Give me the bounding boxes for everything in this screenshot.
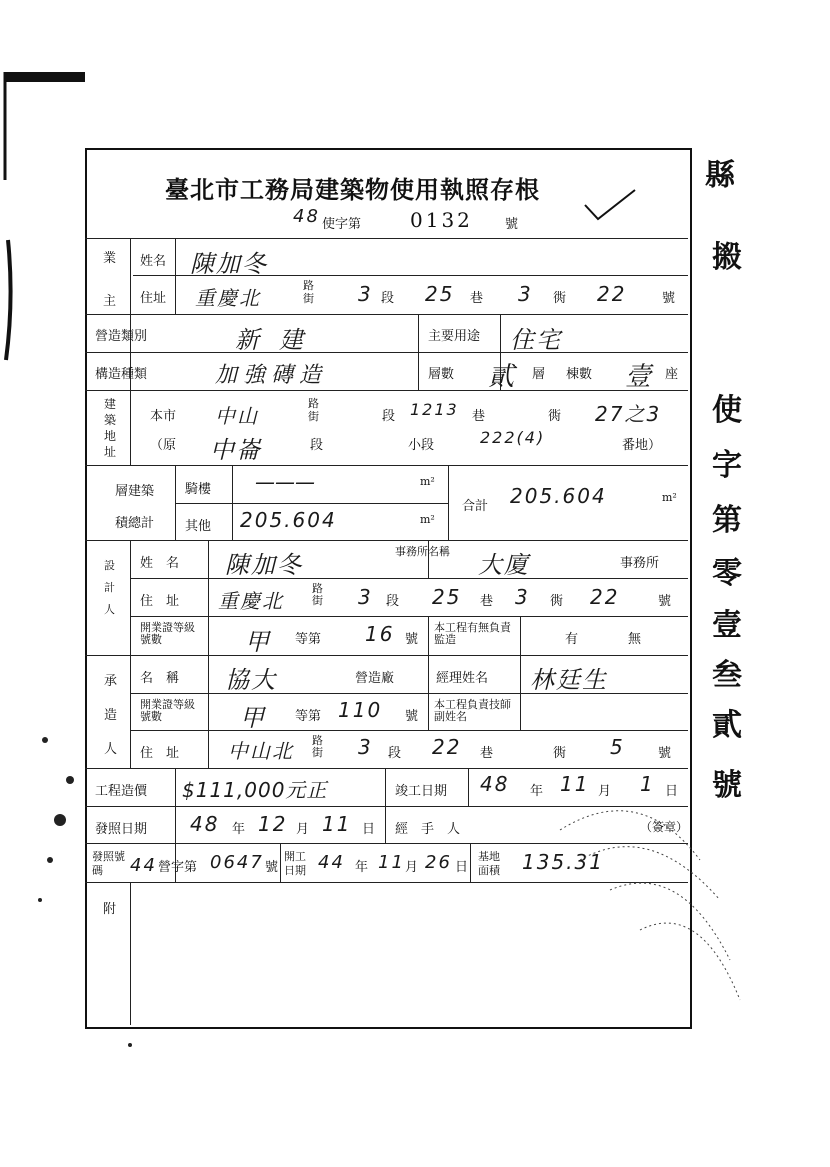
- permit-suffix: 號: [265, 860, 279, 875]
- contractor-address-label: 住 址: [140, 746, 180, 761]
- start-day: 26: [425, 852, 452, 873]
- completion-day-label: 日: [665, 784, 679, 799]
- number-prefix: 48: [293, 206, 320, 227]
- owner-address-label: 住址: [140, 291, 167, 306]
- site-lot-value: 222(4): [480, 428, 546, 447]
- issue-month: 12: [258, 812, 288, 836]
- architect-supervise-yes: 有: [565, 632, 579, 647]
- completion-day: 1: [640, 772, 655, 796]
- margin-char: 縣: [705, 158, 735, 193]
- other-area-unit: m²: [420, 513, 435, 526]
- contractor-name-value: 協大: [225, 666, 277, 694]
- owner-alley-value: 3: [518, 282, 533, 306]
- architect-office-label: 事務所名稱: [395, 545, 450, 558]
- margin-char: 貳: [712, 708, 742, 743]
- start-year: 44: [318, 852, 345, 873]
- permit-prefix: 營字第: [158, 860, 198, 875]
- contractor-manager-value: 林廷生: [530, 666, 608, 694]
- contractor-manager-label: 經理姓名: [436, 671, 489, 686]
- site-road-label: 路: [308, 397, 319, 410]
- contractor-road-label: 路街: [312, 734, 323, 759]
- completion-label: 竣工日期: [395, 784, 448, 799]
- architect-address-value: 重慶北: [218, 589, 284, 613]
- contractor-lane-value: 22: [432, 735, 462, 759]
- other-area-label: 其他: [185, 519, 212, 534]
- site-alley-label: 衖: [548, 409, 562, 424]
- site-subsection-label: 小段: [408, 438, 435, 453]
- cost-label: 工程造價: [95, 784, 148, 799]
- floors-value: 貳: [488, 362, 517, 392]
- contractor-address-value: 中山北: [228, 739, 294, 763]
- completion-year: 48: [480, 772, 510, 796]
- architect-lane-value: 25: [432, 585, 462, 609]
- buildings-unit: 座: [665, 367, 679, 382]
- contractor-license-grade-label: 等第: [295, 709, 322, 724]
- owner-section-label: 主: [103, 294, 117, 309]
- issue-day: 11: [322, 812, 352, 836]
- owner-road-label: 路: [303, 279, 314, 292]
- base-area-label: 基地面積: [478, 850, 500, 877]
- owner-section-value: 3: [358, 282, 373, 306]
- start-month: 11: [378, 852, 405, 873]
- permit-year: 44: [130, 855, 157, 876]
- site-lane-value: 1213: [410, 400, 459, 419]
- contractor-license-grade: 甲: [240, 704, 266, 732]
- owner-lane-value: 25: [425, 282, 455, 306]
- contractor-section-value: 3: [358, 735, 373, 759]
- other-area-value: 205.604: [240, 508, 337, 532]
- architect-license-grade: 甲: [245, 628, 271, 656]
- site-label: 建築地址: [104, 397, 117, 459]
- architect-alley-value: 3: [515, 585, 530, 609]
- margin-char: 字: [712, 448, 742, 483]
- total-area-label: 合計: [462, 499, 489, 514]
- base-area-value: 135.31: [522, 850, 604, 874]
- contractor-alley-label: 衖: [553, 746, 567, 761]
- architect-number-value: 22: [590, 585, 620, 609]
- contractor-duan-label: 段: [388, 746, 402, 761]
- owner-name-value: 陳加冬: [190, 250, 268, 278]
- sign-label: （簽章）: [640, 820, 689, 834]
- owner-number-value: 22: [597, 282, 627, 306]
- number-suffix: 號: [505, 217, 519, 232]
- structure-value: 加強磚造: [215, 363, 328, 388]
- architect-license-grade-label: 等第: [295, 632, 322, 647]
- margin-char: 號: [712, 768, 742, 803]
- margin-char: 叁: [712, 658, 742, 693]
- owner-section-label: 業: [103, 251, 117, 266]
- site-duan-label: 段: [382, 409, 396, 424]
- contractor-engineer-label: 本工程負責技師副姓名: [434, 698, 511, 723]
- architect-supervise-label: 本工程有無負責監造: [434, 621, 511, 646]
- owner-address-city: 重慶北: [195, 286, 261, 310]
- owner-street-label: 街: [303, 292, 314, 305]
- owner-lane-label: 巷: [470, 291, 484, 306]
- total-area-unit: m²: [662, 491, 677, 504]
- remarks-label: 附: [103, 902, 117, 917]
- use-label: 主要用途: [428, 329, 481, 344]
- architect-license-label: 開業證等級號數: [140, 621, 195, 646]
- type-value: 新建: [235, 326, 323, 354]
- issue-month-label: 月: [296, 822, 310, 837]
- number-label: 使字第: [322, 217, 362, 232]
- permit-number-label: 發照號碼: [92, 850, 125, 877]
- issue-year: 48: [190, 812, 220, 836]
- owner-duan-label: 段: [381, 291, 395, 306]
- issue-day-label: 日: [362, 822, 376, 837]
- start-day-label: 日: [455, 860, 469, 875]
- site-road-value: 中山: [215, 404, 259, 428]
- margin-char: 第: [712, 503, 742, 538]
- buildings-label: 棟數: [566, 367, 593, 382]
- start-month-label: 月: [405, 860, 419, 875]
- floors-unit: 層: [532, 367, 546, 382]
- start-date-label: 開工日期: [284, 850, 306, 877]
- margin-char: 摋: [712, 240, 742, 275]
- contractor-license-no: 110: [338, 698, 383, 722]
- architect-section-value: 3: [358, 585, 373, 609]
- architect-section-label: 設計人: [104, 559, 115, 616]
- completion-year-label: 年: [530, 784, 544, 799]
- architect-lane-label: 巷: [480, 594, 494, 609]
- buildings-value: 壹: [625, 362, 654, 392]
- architect-number-label: 號: [658, 594, 672, 609]
- margin-char: 壹: [712, 608, 742, 643]
- architect-alley-label: 衖: [550, 594, 564, 609]
- architect-office-value: 大廈: [478, 551, 530, 579]
- arcade-value: ———: [255, 470, 315, 494]
- contractor-name-label: 名 稱: [140, 671, 180, 686]
- arcade-label: 騎樓: [185, 482, 212, 497]
- site-orig-district: 中崙: [210, 436, 262, 464]
- floors-label: 層數: [428, 367, 455, 382]
- document-title: 臺北市工務局建築物使用執照存根: [165, 175, 540, 204]
- completion-month: 11: [560, 772, 590, 796]
- start-year-label: 年: [355, 860, 369, 875]
- architect-name-value: 陳加冬: [225, 551, 303, 579]
- architect-road-label: 路街: [312, 582, 323, 607]
- total-area-value: 205.604: [510, 484, 607, 508]
- site-lane-label: 巷: [472, 409, 486, 424]
- area-label-2: 積總計: [115, 516, 155, 531]
- structure-label: 構造種類: [95, 367, 148, 382]
- permit-number: 0647: [210, 852, 264, 873]
- contractor-number-value: 5: [610, 735, 625, 759]
- contractor-lane-label: 巷: [480, 746, 494, 761]
- use-value: 住宅: [510, 326, 562, 354]
- architect-office-suffix: 事務所: [620, 556, 660, 571]
- contractor-license-no-label: 號: [405, 709, 419, 724]
- site-street-label: 街: [308, 410, 319, 423]
- number-value: 0132: [410, 208, 473, 232]
- contractor-section-label: 承造人: [104, 674, 118, 757]
- architect-duan-label: 段: [386, 594, 400, 609]
- site-city-label: 本市: [150, 409, 177, 424]
- site-lot-label: 番地）: [622, 438, 662, 453]
- owner-number-label: 號: [662, 291, 676, 306]
- completion-month-label: 月: [598, 784, 612, 799]
- area-label-1: 層建築: [115, 484, 155, 499]
- type-label: 營造類別: [95, 329, 148, 344]
- contractor-name-suffix: 營造廠: [355, 671, 395, 686]
- architect-name-label: 姓 名: [140, 556, 180, 571]
- contractor-number-label: 號: [658, 746, 672, 761]
- site-orig-duan: 段: [310, 438, 324, 453]
- issue-year-label: 年: [232, 822, 246, 837]
- arcade-unit: m²: [420, 475, 435, 488]
- handler-label: 經 手 人: [395, 822, 461, 837]
- architect-license-no: 16: [365, 622, 395, 646]
- owner-alley-label: 衖: [553, 291, 567, 306]
- margin-char: 零: [712, 556, 742, 591]
- contractor-license-label: 開業證等級號數: [140, 698, 195, 723]
- cost-value: $111,000元正: [182, 778, 328, 802]
- architect-supervise-no: 無: [628, 632, 642, 647]
- architect-address-label: 住 址: [140, 594, 180, 609]
- owner-name-label: 姓名: [140, 254, 167, 269]
- margin-char: 使: [712, 393, 742, 428]
- site-orig-label: （原: [150, 438, 177, 453]
- architect-license-no-label: 號: [405, 632, 419, 647]
- issue-date-label: 發照日期: [95, 822, 148, 837]
- site-number-value: 27之3: [595, 402, 662, 426]
